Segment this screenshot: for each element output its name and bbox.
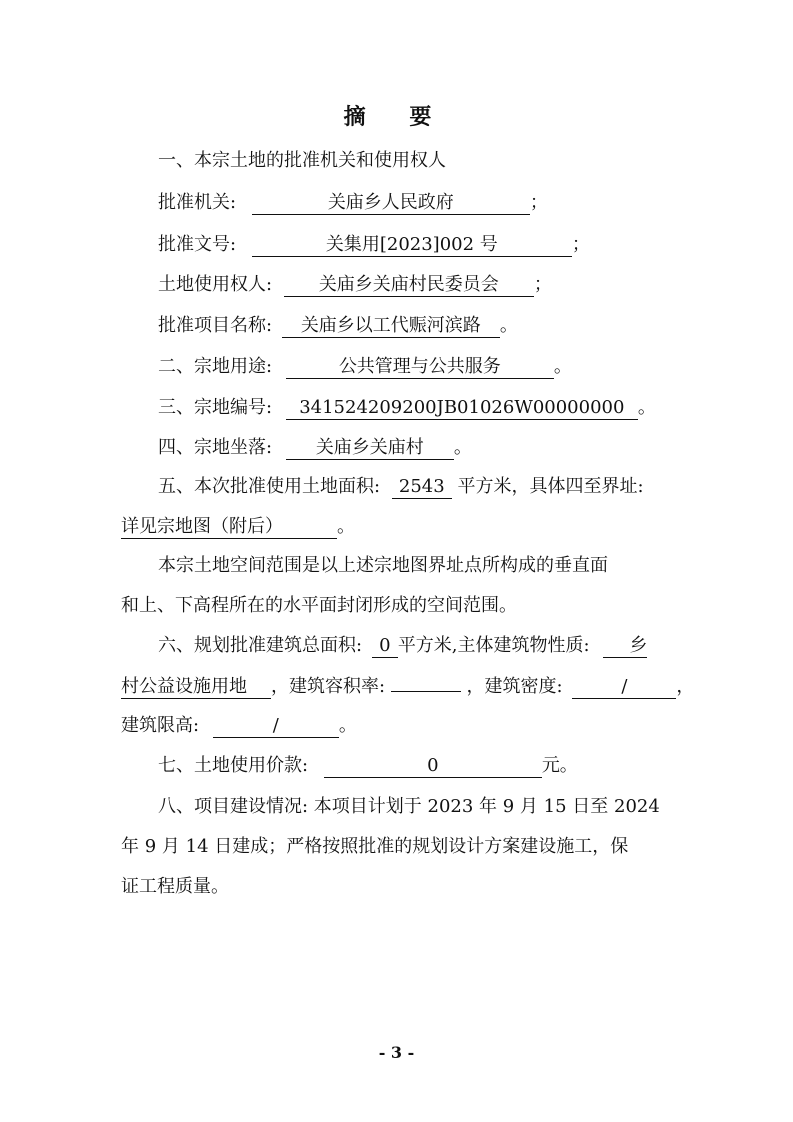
height-limit-row: 建筑限高: / 。 — [121, 715, 357, 736]
parcel-number-label: 三、宗地编号: — [158, 397, 273, 418]
boundary-value: 详见宗地图（附后） — [121, 516, 337, 539]
parcel-location-label: 四、宗地坐落: — [158, 437, 273, 458]
building-density-label: ，建筑密度: — [466, 676, 563, 697]
land-use-value: 公共管理与公共服务 — [286, 356, 554, 379]
building-nature-value-part2: 村公益设施用地 — [121, 676, 271, 699]
approval-doc-value: 关集用[2023]002 号 — [252, 234, 572, 257]
land-price-value: 0 — [324, 755, 542, 778]
boundary-row: 详见宗地图（附后） 。 — [121, 516, 355, 537]
construction-line3: 证工程质量。 — [121, 876, 229, 897]
page-title: 摘 要 — [343, 104, 450, 130]
height-limit-value: / — [213, 715, 339, 738]
land-use-label: 二、宗地用途: — [158, 356, 273, 377]
planned-area-row — [158, 633, 647, 659]
project-name-label: 批准项目名称: — [158, 315, 273, 336]
parcel-location-value: 关庙乡关庙村 — [286, 437, 454, 460]
land-user-row: 土地使用权人: 关庙乡关庙村民委员会 ； — [158, 274, 552, 295]
parcel-number-value: 341524209200JB01026W00000000 — [286, 397, 638, 420]
land-user-label: 土地使用权人: — [158, 274, 273, 295]
planned-area-value: 0 — [372, 635, 398, 658]
land-area-suffix: 平方米，具体四至界址: — [457, 476, 644, 497]
building-density-value: / — [572, 676, 676, 699]
parcel-location-row: 四、宗地坐落: 关庙乡关庙村 。 — [158, 437, 472, 458]
land-area-row — [158, 474, 644, 500]
spatial-scope-line2: 和上、下高程所在的水平面封闭形成的空间范围。 — [121, 595, 517, 616]
approval-doc-label: 批准文号: — [158, 234, 237, 255]
land-price-row — [158, 753, 578, 779]
land-use-row: 二、宗地用途: 公共管理与公共服务 。 — [158, 356, 572, 377]
page-number: - 3 - — [378, 1043, 415, 1062]
approval-doc-row: 批准文号: 关集用[2023]002 号 ； — [158, 234, 590, 255]
parcel-number-row: 三、宗地编号: 341524209200JB01026W00000000 。 — [158, 397, 656, 418]
approval-authority-value: 关庙乡人民政府 — [252, 192, 530, 215]
approval-authority-row: 批准机关: 关庙乡人民政府 ； — [158, 192, 548, 213]
height-limit-label: 建筑限高: — [121, 715, 200, 736]
land-user-value: 关庙乡关庙村民委员会 — [284, 274, 534, 297]
section1-heading: 一、本宗土地的批准机关和使用权人 — [158, 150, 446, 171]
building-ratio-row: 村公益设施用地 ，建筑容积率: ，建筑密度: / ， — [121, 676, 695, 697]
planned-area-label: 六、规划批准建筑总面积: — [158, 635, 363, 656]
floor-area-ratio-label: ，建筑容积率: — [271, 676, 386, 697]
project-name-value: 关庙乡以工代赈河滨路 — [282, 315, 500, 338]
land-price-unit: 元。 — [541, 755, 578, 776]
planned-area-mid: 平方米,主体建筑物性质: — [397, 635, 590, 656]
construction-line2: 年 9 月 14 日建成；严格按照批准的规划设计方案建设施工，保 — [121, 836, 629, 857]
land-price-label: 七、土地使用价款: — [158, 755, 309, 776]
land-area-label: 五、本次批准使用土地面积: — [158, 476, 381, 497]
project-name-row: 批准项目名称: 关庙乡以工代赈河滨路 。 — [158, 315, 518, 336]
approval-authority-label: 批准机关: — [158, 192, 237, 213]
spatial-scope-line1: 本宗土地空间范围是以上述宗地图界址点所构成的垂直面 — [158, 555, 608, 576]
construction-line1: 八、项目建设情况: 本项目计划于 2023 年 9 月 15 日至 2024 — [158, 796, 660, 817]
floor-area-ratio-value — [391, 691, 461, 692]
land-area-value: 2543 — [392, 476, 452, 499]
building-nature-value-part1: 乡 — [603, 635, 647, 658]
